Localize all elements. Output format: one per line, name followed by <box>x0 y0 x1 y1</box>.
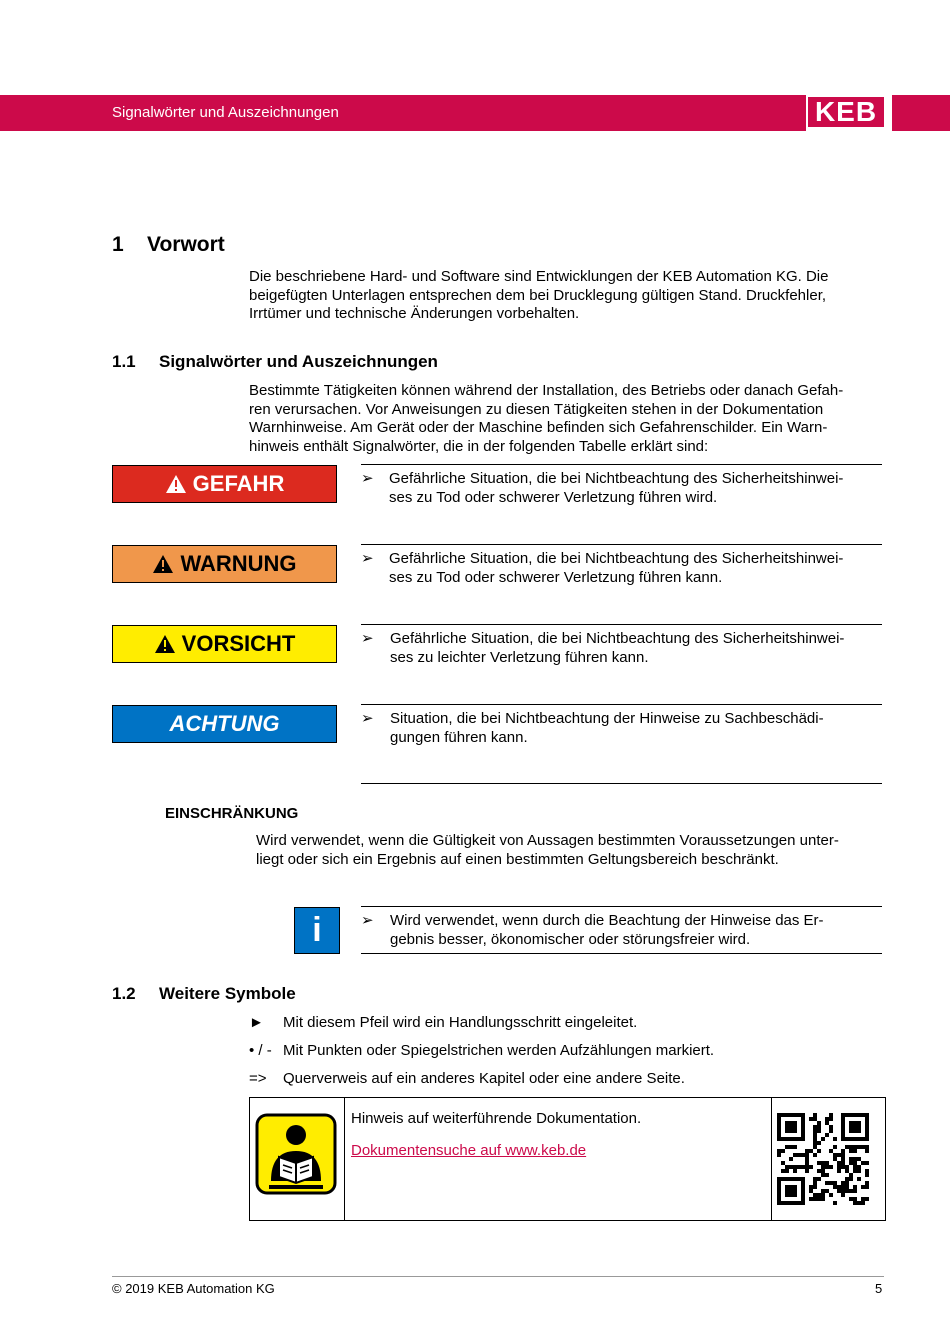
signal-description-gefahr <box>389 470 843 507</box>
info-top-rule <box>361 906 882 907</box>
warning-triangle-icon <box>165 474 187 494</box>
desc-line: Situation, die bei Nichtbeachtung der Hinweise zu Sachbeschädi- <box>390 710 824 727</box>
desc-line: Gefährliche Situation, die bei Nichtbeachtung des Sicherheitshinwei- <box>389 470 844 487</box>
desc-line: ses zu Tod oder schwerer Verletzung führen kann. <box>389 568 723 586</box>
signal-bullet-marker: ➢ <box>361 630 374 647</box>
section-1-2-number: 1.2 <box>112 984 136 1003</box>
reading-person-icon <box>255 1113 337 1195</box>
einschraenkung-paragraph <box>256 832 839 869</box>
desc-line: Gefährliche Situation, die bei Nichtbeachtung des Sicherheitshinwei- <box>389 550 844 567</box>
footer-page-number: 5 <box>875 1281 883 1296</box>
signal-badge-achtung <box>112 705 337 743</box>
para-line: ren verursachen. Vor Anweisungen zu diesen Tätigkeiten stehen in der Dokumentation <box>249 400 824 418</box>
signal-label: VORSICHT <box>181 631 296 656</box>
signal-rule <box>361 624 882 625</box>
qr-code-icon <box>777 1113 869 1205</box>
symbol-marker-bullets: • / - <box>249 1042 272 1059</box>
keb-logo: KEB <box>808 97 884 127</box>
signal-description-warnung <box>389 550 843 587</box>
signal-bullet-marker: ➢ <box>361 710 374 727</box>
signal-bullet-marker: ➢ <box>361 470 374 487</box>
section-1-1-number: 1.1 <box>112 352 136 371</box>
signal-label: GEFAHR <box>192 471 285 496</box>
warning-triangle-icon <box>154 634 176 654</box>
desc-line: Gefährliche Situation, die bei Nichtbeachtung des Sicherheitshinwei- <box>390 630 845 647</box>
section-1-paragraph <box>249 268 828 324</box>
para-line: Wird verwendet, wenn die Gültigkeit von Aussagen bestimmten Voraussetzungen unter- <box>256 832 839 849</box>
symbol-marker-arrow: ► <box>249 1014 264 1031</box>
table-divider <box>771 1097 772 1221</box>
symbol-text-arrow: Mit diesem Pfeil wird ein Handlungsschritt eingeleitet. <box>283 1014 638 1031</box>
desc-line: Wird verwendet, wenn durch die Beachtung der Hinweise das Er- <box>390 912 824 929</box>
section-1-number: 1 <box>112 233 124 256</box>
doc-hint-text: Hinweis auf weiterführende Dokumentation. <box>351 1110 642 1127</box>
symbol-text-crossref: Querverweis auf ein anderes Kapitel oder eine andere Seite. <box>283 1070 685 1087</box>
header-title: Signalwörter und Auszeichnungen <box>112 104 339 121</box>
section-1-2-title: Weitere Symbole <box>159 984 296 1003</box>
para-line: liegt oder sich ein Ergebnis auf einen bestimmten Geltungsbereich beschränkt. <box>256 850 779 868</box>
table-divider <box>344 1097 345 1221</box>
einschraenkung-title: EINSCHRÄNKUNG <box>165 805 299 822</box>
signal-description-achtung <box>390 710 824 747</box>
doc-search-link[interactable]: Dokumentensuche auf www.keb.de <box>351 1142 587 1159</box>
footer-rule <box>112 1276 884 1277</box>
signal-badge-gefahr <box>112 465 337 503</box>
para-line: beigefügten Unterlagen entsprechen dem bei Drucklegung gültigen Stand. Druckfehler, <box>249 286 827 304</box>
signal-table-bottom-rule <box>361 783 882 784</box>
signal-label: ACHTUNG <box>169 711 280 736</box>
signal-badge-warnung <box>112 545 337 583</box>
desc-line: ses zu leichter Verletzung führen kann. <box>390 648 649 666</box>
info-bullet-marker: ➢ <box>361 912 374 929</box>
signal-description-vorsicht <box>390 630 844 667</box>
info-description <box>390 912 824 949</box>
info-bottom-rule <box>361 953 882 954</box>
warning-triangle-icon <box>152 554 174 574</box>
signal-rule <box>361 544 882 545</box>
para-line: Die beschriebene Hard- und Software sind Entwicklungen der KEB Automation KG. Die <box>249 268 829 285</box>
symbol-marker-crossref: => <box>249 1070 267 1087</box>
signal-rule <box>361 704 882 705</box>
desc-line: gungen führen kann. <box>390 728 528 746</box>
para-line: Irrtümer und technische Änderungen vorbehalten. <box>249 305 580 322</box>
desc-line: gebnis besser, ökonomischer oder störungsfreier wird. <box>390 930 751 948</box>
signal-label: WARNUNG <box>180 551 297 576</box>
info-icon: i <box>294 907 340 954</box>
symbol-text-bullets: Mit Punkten oder Spiegelstrichen werden Aufzählungen markiert. <box>283 1042 715 1059</box>
footer-copyright: © 2019 KEB Automation KG <box>112 1281 275 1296</box>
para-line: hinweis enthält Signalwörter, die in der folgenden Tabelle erklärt sind: <box>249 437 709 455</box>
para-line: Bestimmte Tätigkeiten können während der Installation, des Betriebs oder danach Gefah- <box>249 382 844 399</box>
signal-rule <box>361 464 882 465</box>
para-line: Warnhinweise. Am Gerät oder der Maschine befinden sich Gefahrenschilder. Ein Warn- <box>249 419 828 436</box>
section-1-1-title: Signalwörter und Auszeichnungen <box>159 352 438 371</box>
signal-bullet-marker: ➢ <box>361 550 374 567</box>
section-1-1-paragraph <box>249 382 843 456</box>
desc-line: ses zu Tod oder schwerer Verletzung führen wird. <box>389 488 718 506</box>
signal-badge-vorsicht <box>112 625 337 663</box>
section-1-title: Vorwort <box>147 233 225 256</box>
